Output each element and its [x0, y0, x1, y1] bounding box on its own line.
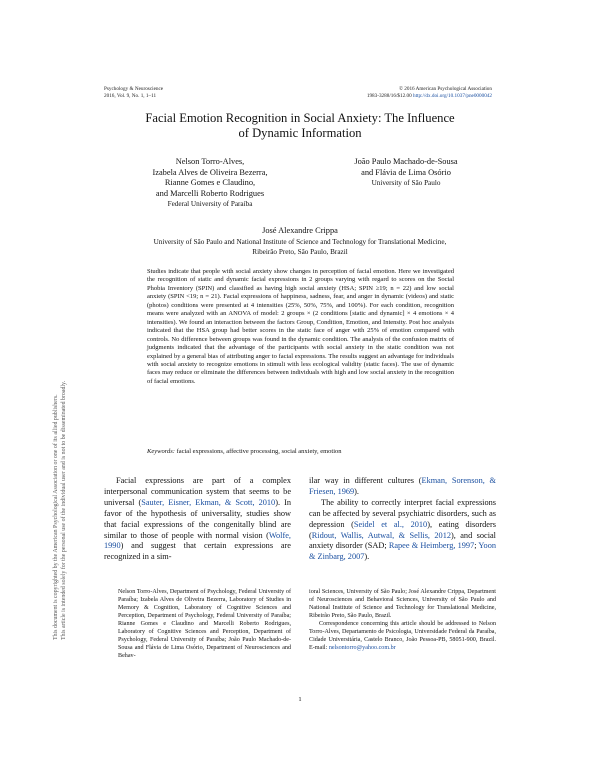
- keywords-text: facial expressions, affective processing, social anxiety, emotion: [176, 448, 342, 455]
- body-text: ) and suggest that certain expressions are recognized in a sim-: [104, 541, 291, 562]
- keywords-label: Keywords:: [147, 448, 175, 455]
- author-line: and Marcelli Roberto Rodrigues: [155, 188, 265, 198]
- author-name: José Alexandre Crippa: [262, 226, 338, 235]
- body-column-left: [104, 476, 291, 563]
- footnote-affiliations: ioral Sciences, University of São Paulo; José Alexandre Crippa, Department of Neurosciences and Behavioral Sciences, University of São Paulo and National Institute of Science and Technology for Translational Medicine, Ribeirão Preto, São Paulo, Brazil.: [309, 589, 496, 620]
- body-paragraph: [309, 498, 496, 563]
- body-text: ). In favor of the hypothesis of universality, studies show that facial expressions of the congenitally blind are similar to those of people with normal vision (: [104, 497, 292, 540]
- author-line: Rianne Gomes e Claudino,: [164, 178, 256, 188]
- article-title: [104, 111, 496, 141]
- author-affiliation: University of São Paulo: [371, 179, 441, 188]
- copyright-side-notice: [52, 220, 68, 640]
- citation-link[interactable]: Yoon & Zinbarg, 2007: [309, 541, 496, 562]
- title-line-1: Facial Emotion Recognition in Social Anxiety: The Influence: [145, 111, 455, 125]
- author-affiliation: Federal University of Paraíba: [167, 200, 253, 209]
- journal-name: Psychology & Neuroscience: [104, 86, 164, 92]
- body-text: ), and social anxiety disorder (SAD;: [309, 530, 496, 551]
- issn: 1983-3288/16/$12.00: [366, 93, 412, 99]
- body-text: The ability to correctly interpret facial expressions can be affected by several psychiatric disorders, such as depression (: [309, 497, 496, 529]
- copyright-header: [367, 86, 492, 100]
- author-line: Izabela Alves de Oliveira Bezerra,: [152, 167, 268, 177]
- body-paragraph: [104, 476, 291, 563]
- body-text: ), eating disorders (: [309, 519, 496, 540]
- citation-link[interactable]: Wolfe, 1990: [104, 530, 291, 551]
- author-line: João Paulo Machado-de-Sousa: [354, 157, 458, 166]
- doi-link[interactable]: http://dx.doi.org/10.1037/pne0000042: [412, 93, 492, 99]
- citation-link[interactable]: Ridout, Wallis, Autwal, & Sellis, 2012: [311, 530, 451, 540]
- footnote-right: [309, 588, 496, 652]
- body-text: ilar way in different cultures (: [309, 476, 422, 485]
- footnote-left: Nelson Torro-Alves, Department of Psychology, Federal University of Paraíba; Izabela Alves de Oliveira Bezerra, Laboratory of Studies in Memory & Cognition, Laboratory of Cognitive Sciences and Perception, Department of Psychology, Federal University of Paraíba; Rianne Gomes e Claudino and Marcelli Roberto Rodrigues, Laboratory of Cognitive Sciences and Perception, Department of Psychology, Federal University of Paraíba; João Paulo Machado-de-Sousa and Flávia de Lima Osório, Department of Neurosciences and Behav-: [118, 589, 291, 660]
- body-column-right: [309, 476, 496, 563]
- page-number: 1: [298, 696, 302, 703]
- author-affiliation: Ribeirão Preto, São Paulo, Brazil: [252, 248, 348, 257]
- author-center: [104, 226, 496, 258]
- journal-header: [104, 86, 163, 100]
- citation-link[interactable]: Sauter, Eisner, Ekman, & Scott, 2010: [141, 497, 276, 507]
- journal-volume: 2016, Vol. 9, No. 1, 1–11: [104, 93, 157, 99]
- side-notice-line-2: This article is intended solely for the personal use of the individual user and is not to be disseminated broadly.: [61, 380, 67, 640]
- footnote-correspondence: [309, 620, 496, 652]
- citation-link[interactable]: Ekman, Sorenson, & Friesen, 1969: [309, 476, 496, 496]
- abstract: Studies indicate that people with social anxiety show changes in perception of facial emotion. Here we investigated the recognition of static and dynamic facial expressions in 2 groups varying with regard to scores on the Social Phobia Inventory (SPIN) and classified as having high social anxiety (HSA; SPIN ≥19; n = 22) and low social anxiety (SPIN <19; n = 21). Facial expressions of happiness, sadness, fear, and anger in dynamic (videos) and static (photos) conditions were presented at 4 intensities (25%, 50%, 75%, and 100%). For each condition, recognition means were analyzed with an ANOVA of model: 2 groups × (2 conditions [static and dynamic] × 4 emotions × 4 intensities). We found an interaction between the factors Group, Condition, Emotion, and Intensity. Post hoc analysis indicated that the HSA group had better scores in the static face of anger with 25% of emotion compared with controls. No difference between groups was found in the dynamic condition. The analysis of the confusion matrix of judgments indicated that the advantage of the participants with social anxiety in the static condition was not explained by a general bias of attributing anger to facial expressions. The results suggest an advantage for individuals with social anxiety to recognize emotions in stimuli with less ecological validity (static faces). The use of dynamic faces may reduce or eliminate the differences between individuals with high and low social anxiety in the recognition of facial emotions.: [147, 268, 454, 385]
- correspondence-text: Correspondence concerning this article should be addressed to Nelson Torro-Alves, Departamento de Psicologia, Universidade Federal da Paraíba, Cidade Universitária, Castelo Branco, João Pessoa-PB, 58051-900, Brazil. E-mail:: [309, 621, 496, 652]
- body-paragraph: [309, 476, 496, 498]
- body-text: Facial expressions are part of a complex interpersonal communication system that seems to be universal (: [104, 476, 291, 507]
- citation-link[interactable]: Seidel et al., 2010: [353, 519, 428, 529]
- title-line-2: of Dynamic Information: [238, 126, 362, 140]
- author-line: Nelson Torro-Alves,: [175, 157, 245, 166]
- authors-left: [120, 157, 300, 210]
- keywords: [147, 448, 454, 457]
- authors-right: [316, 157, 496, 189]
- author-affiliation: University of São Paulo and National Institute of Science and Technology for Translational Medicine,: [153, 237, 447, 246]
- issn-doi-line: [367, 93, 492, 100]
- copyright-line: © 2016 American Psychological Association: [399, 86, 492, 92]
- body-text: ).: [364, 552, 370, 562]
- side-notice-line-1: This document is copyrighted by the American Psychological Association or one of its allied publishers.: [53, 394, 59, 640]
- citation-link[interactable]: Rapee & Heimberg, 1997: [388, 541, 475, 551]
- body-text: ;: [474, 541, 479, 551]
- body-text: ).: [354, 486, 360, 496]
- email-link[interactable]: nelsontorro@yahoo.com.br: [328, 645, 396, 652]
- author-line: and Flávia de Lima Osório: [361, 167, 451, 177]
